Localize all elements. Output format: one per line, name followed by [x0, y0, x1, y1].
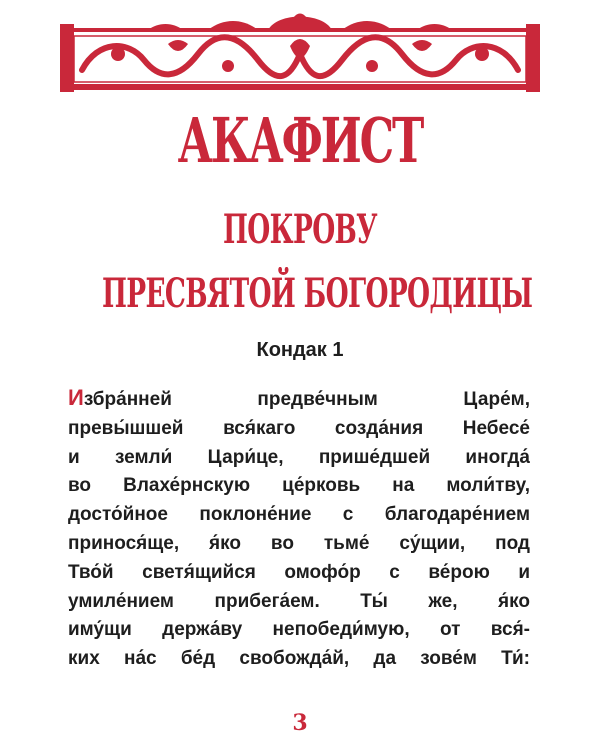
- text-line: досто́йное поклоне́ние с благодаре́нием: [68, 504, 530, 526]
- subtitle-line-1: ПОКРОВУ: [223, 206, 377, 253]
- page-number: 3: [292, 710, 308, 736]
- text-line: [68, 384, 530, 415]
- text-line: Тво́й светя́щийся омофо́р с ве́рою и: [68, 561, 530, 583]
- section-heading: Кондак 1: [256, 339, 344, 361]
- ornament-header-icon: [58, 10, 542, 92]
- akathist-title: АКАФИСТ: [177, 104, 423, 177]
- drop-cap: И: [68, 385, 84, 410]
- text-line: иму́щи держа́ву непобеди́мую, от вся́-: [68, 619, 530, 641]
- text-line: принося́ще, я́ко во тьме́ су́щии, под: [68, 532, 530, 554]
- text-line: умиле́нием прибега́ем. Ты́ же, я́ко: [68, 590, 530, 612]
- text-line: во Влахе́рнскую це́рковь на моли́тву,: [68, 475, 530, 497]
- first-line-text: збра́нней предве́чным Царе́м,: [83, 389, 530, 410]
- text-line: превы́шшей вся́каго созда́ния Небесе́: [68, 417, 530, 439]
- prayer-text: [68, 384, 530, 674]
- subtitle-line-2: ПРЕСВЯТОЙ БОГОРОДИЦЫ: [101, 270, 533, 317]
- text-line: и земли́ Цари́це, прише́дшей иногда́: [68, 446, 530, 468]
- text-line: ких на́с бе́д свобожда́й, да зове́м Ти́:: [68, 648, 530, 670]
